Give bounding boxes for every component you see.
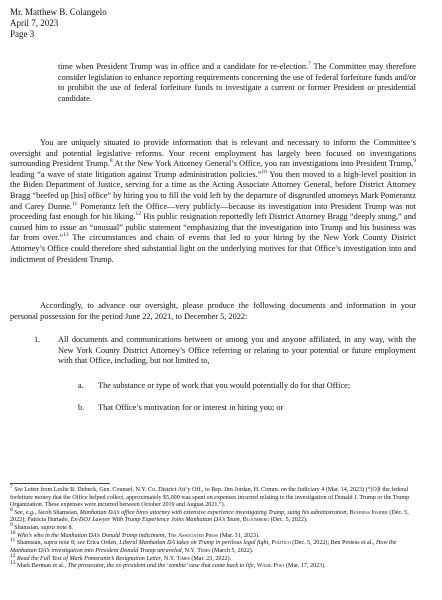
footnote-ref: 10 <box>261 169 267 176</box>
footnote-ref: 12 <box>135 211 141 218</box>
list-number: 1. <box>34 335 41 344</box>
footnote: $^{11}$ Shamsian, supra note 8; see Erica Orden, Liberal Manhattan DA takes on Trump in perilous legal fight, Politico (Dec. 5, 2022); Ben Protess et al., How the Manhattan DA’s investigation into President Donald Trump unraveled, N.Y. Times (March 5, 2022). <box>10 537 397 554</box>
sub-item-letter: a. <box>78 381 84 390</box>
footnote: $^{12}$ Read the Full Text of Mark Pomerantz’s Resignation Letter, N.Y. Times (Mar. 23, 2022). <box>10 552 232 562</box>
sub-item-text: That Office’s motivation for or interest in hiring you; or <box>98 403 284 412</box>
letter-header <box>10 7 107 40</box>
footnote: $^7$ See Letter from Leslie B. Dubeck, Gen. Counsel, N.Y. Co. District Att’y Off., to Rep. Jim Jordan, H. Comm. on the Judiciary 4 (Mar. 14, 2023) (“[O]f the federal forfeiture money that the Office helped collect, approximately $5,000 was spent on expenses incurred relating to the investigation of Donald J. Trump or the Trump Organization. These expenses were incurred between October 2019 and August 2021.”). <box>10 484 410 509</box>
footnote-ref: 7 <box>308 61 311 68</box>
list-item-text: All documents and communications between or among you and anyone affiliated, in any way, with the New York County District Attorney’s Office referring or relating to your potential or future employment with that Office, including, but not limited to, <box>58 335 416 366</box>
main-paragraph: You are uniquely situated to provide information that is relevant and necessary to inform the Committee’s oversight and potential legislative reforms. Your recent employment has largely been focused on investigations surrounding President Trump.$^8$ At the New York Attorney General’s Office, you ran investigations into President Trump,$^9$ leading “a wave of state litigation against Trump administration policies.”$^{10}$ You then moved to a high-level position in the Biden Department of Justice, serving for a time as the Acting Associate Attorney General, before District Attorney Bragg “beefed up [his] office” by hiring you to fill the void left by the departure of disgruntled attorneys Mark Pomerantz and Carey Dunne.$^{11}$ Pomerantz left the Office—very publicly—because its investigation into President Trump was not proceeding fast enough for his liking.$^{12}$ His public resignation reportedly left District Attorney Bragg “deeply stung,” and caused him to issue an “unusual” public statement “emphasizing that the investigation into Trump and his business was far from over.”$^{13}$ The circumstances and chain of events that led to your hiring by the New York County District Attorney’s Office could therefore shed substantial light on the underlying motives for that Office’s investigation into and indictment of President Trump. <box>10 138 417 264</box>
footnote-ref: 9 <box>413 158 417 165</box>
footnote: $^{10}$ Who’s who in the Manhattan DA’s Donald Trump indictment, The Associated Press (Mar. 31, 2023). <box>10 529 260 539</box>
sub-item-letter: b. <box>78 403 85 412</box>
footnote: $^8$ See, e.g., Jacob Shamsian, Manhattan DA’s office hires attorney with extensive experience investigating Trump, suing his administration, Business Insider (Dec. 5, 2022); Patricia Hurtado, Ex-DOJ Lawyer With Trump Experience Joins Manhattan DA’s Team, Bloomberg (Dec. 5, 2022). <box>10 506 409 524</box>
letter-date: April 7, 2023 <box>10 18 59 28</box>
footnote-divider <box>10 483 110 484</box>
footnote-ref: 8 <box>109 158 113 165</box>
continued-paragraph: time when President Trump was in office and a candidate for re-election.$^7$ The Committee may therefore consider legislation to enhance reporting requirements concerning the use of federal forfeiture funds and/or to prohibit the use of federal forfeiture funds to investigate a current or former President or presidential candidate. <box>58 61 416 103</box>
footnotes <box>10 484 416 571</box>
footnote-ref: 13 <box>63 232 69 239</box>
page-number: Page 3 <box>10 29 35 39</box>
footnote-ref: 11 <box>72 200 78 207</box>
footnote: $^9$ Shamsian, supra note 8. <box>10 522 74 532</box>
footnote: $^{13}$ Mark Berman et al., The prosecutor, the ex-president and the ‘zombie’ case that came back to life, Wash. Post (Mar. 17, 2023). <box>10 560 326 570</box>
sub-item-text: The substance or type of work that you would potentially do for that Office; <box>98 381 351 390</box>
recipient-name: Mr. Matthew B. Colangelo <box>10 7 107 17</box>
request-paragraph: Accordingly, to advance our oversight, please produce the following documents and information in your personal possession for the period June 22, 2021, to December 5, 2022: <box>10 301 416 321</box>
